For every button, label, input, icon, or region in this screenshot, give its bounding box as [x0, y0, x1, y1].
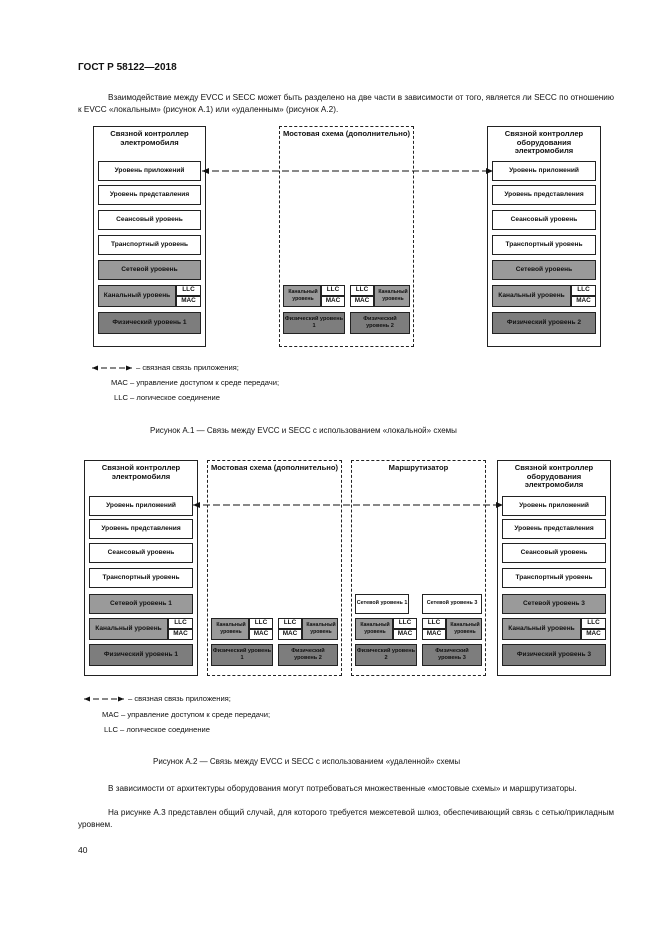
- secc-llc-block: LLC: [571, 285, 596, 296]
- data-link-layer: Канальный уровень: [98, 285, 176, 307]
- intro-paragraph: Взаимодействие между EVCC и SECC может быть разделено на две части в зависимости от того, является ли SECC по отношению к EVCC «локальным» (рисунок A.1) или «удаленным» (рисунок A.2).: [78, 93, 614, 114]
- legend-mac-text-2: MAC – управление доступом к среде передачи;: [102, 710, 271, 719]
- legend-arrow-text: – связная связь приложения;: [136, 363, 239, 372]
- secc2-mac-block: MAC: [581, 629, 606, 640]
- bridge-physical-1: Физический уровень 1: [283, 312, 345, 334]
- secc2-physical-layer: Физический уровень 3: [502, 644, 606, 666]
- secc-data-link-layer: Канальный уровень: [492, 285, 571, 307]
- bridge2-mac-2: MAC: [278, 629, 302, 640]
- secc-presentation-layer: Уровень представления: [492, 185, 596, 205]
- router-network-1: Сетевой уровень 1: [355, 594, 409, 614]
- secc-session-layer: Сеансовый уровень: [492, 210, 596, 230]
- session-layer: Сеансовый уровень: [98, 210, 201, 230]
- legend-arrow-text-2: – связная связь приложения;: [128, 694, 231, 703]
- document-header: ГОСТ Р 58122—2018: [78, 62, 177, 73]
- presentation-layer-2: Уровень представления: [89, 519, 193, 539]
- secc-network-layer: Сетевой уровень: [492, 260, 596, 280]
- secc-transport-layer: Транспортный уровень: [492, 235, 596, 255]
- secc2-data-link-layer: Канальный уровень: [502, 618, 581, 640]
- bridge-mac-2: MAC: [350, 296, 374, 307]
- bridge2-llc-1: LLC: [249, 618, 273, 629]
- secc-title-2: Связной контроллер оборудования электромобиля: [514, 463, 594, 489]
- bridge2-link-layer-1: Канальный уровень: [211, 618, 249, 640]
- presentation-layer: Уровень представления: [98, 185, 201, 205]
- llc-block-2: LLC: [168, 618, 193, 629]
- figure-a2-caption: Рисунок A.2 — Связь между EVCC и SECC с использованием «удаленной» схемы: [153, 757, 461, 766]
- bridge2-llc-2: LLC: [278, 618, 302, 629]
- transport-layer: Транспортный уровень: [98, 235, 201, 255]
- router-physical-2: Физический уровень 2: [355, 644, 417, 666]
- router-mac-2: MAC: [422, 629, 446, 640]
- physical-layer: Физический уровень 1: [98, 312, 201, 334]
- secc2-llc-block: LLC: [581, 618, 606, 629]
- secc-title: Связной контроллер оборудования электромобиля: [504, 129, 584, 155]
- figure-a1-caption: Рисунок A.1 — Связь между EVCC и SECC с использованием «локальной» схемы: [150, 426, 457, 435]
- router-title: Маршрутизатор: [388, 463, 449, 472]
- network-layer-2: Сетевой уровень 1: [89, 594, 193, 614]
- secc2-session-layer: Сеансовый уровень: [502, 543, 606, 563]
- bridge-link-layer-1: Канальный уровень: [283, 285, 321, 307]
- router-llc-1: LLC: [393, 618, 417, 629]
- bridge2-mac-1: MAC: [249, 629, 273, 640]
- bridge2-link-layer-2: Канальный уровень: [302, 618, 338, 640]
- secc2-transport-layer: Транспортный уровень: [502, 568, 606, 588]
- bridge-title: Мостовая схема (дополнительно): [282, 129, 411, 138]
- application-layer-2: Уровень приложений: [89, 496, 193, 516]
- transport-layer-2: Транспортный уровень: [89, 568, 193, 588]
- router-llc-2: LLC: [422, 618, 446, 629]
- bridge-title-2: Мостовая схема (дополнительно): [210, 463, 339, 472]
- secc-physical-layer: Физический уровень 2: [492, 312, 596, 334]
- network-layer: Сетевой уровень: [98, 260, 201, 280]
- bridge-llc-2: LLC: [350, 285, 374, 296]
- paragraph-2: В зависимости от архитектуры оборудования могут потребоваться множественные «мостовые схемы» и маршрутизаторы.: [108, 784, 577, 793]
- mac-block-2: MAC: [168, 629, 193, 640]
- ev-controller-title: Связной контроллер электромобиля: [110, 129, 189, 147]
- bridge2-physical-1: Физический уровень 1: [211, 644, 273, 666]
- bridge-physical-2: Физический уровень 2: [350, 312, 410, 334]
- physical-layer-2: Физический уровень 1: [89, 644, 193, 666]
- router-link-layer-2: Канальный уровень: [446, 618, 482, 640]
- legend-mac-text: MAC – управление доступом к среде передачи;: [111, 378, 280, 387]
- paragraph-3: На рисунке A.3 представлен общий случай, для которого требуется межсетевой шлюз, обеспечивающий связь с сетью/прикладным уровнем.: [78, 808, 614, 829]
- llc-block: LLC: [176, 285, 201, 296]
- mac-block: MAC: [176, 296, 201, 307]
- bridge-mac-1: MAC: [321, 296, 345, 307]
- router-network-3: Сетевой уровень 3: [422, 594, 482, 614]
- data-link-layer-2: Канальный уровень: [89, 618, 168, 640]
- bridge2-physical-2: Физический уровень 2: [278, 644, 338, 666]
- legend-llc-text-2: LLC – логическое соединение: [104, 725, 210, 734]
- secc2-network-layer: Сетевой уровень 3: [502, 594, 606, 614]
- router-link-layer-1: Канальный уровень: [355, 618, 393, 640]
- router-physical-3: Физический уровень 3: [422, 644, 482, 666]
- secc-mac-block: MAC: [571, 296, 596, 307]
- router-mac-1: MAC: [393, 629, 417, 640]
- bridge-link-layer-2: Канальный уровень: [374, 285, 410, 307]
- application-layer: Уровень приложений: [98, 161, 201, 181]
- ev-controller-title-2: Связной контроллер электромобиля: [101, 463, 181, 481]
- secc2-application-layer: Уровень приложений: [502, 496, 606, 516]
- bridge-llc-1: LLC: [321, 285, 345, 296]
- session-layer-2: Сеансовый уровень: [89, 543, 193, 563]
- secc2-presentation-layer: Уровень представления: [502, 519, 606, 539]
- secc-application-layer: Уровень приложений: [492, 161, 596, 181]
- page-number: 40: [78, 845, 88, 855]
- legend-llc-text: LLC – логическое соединение: [114, 393, 220, 402]
